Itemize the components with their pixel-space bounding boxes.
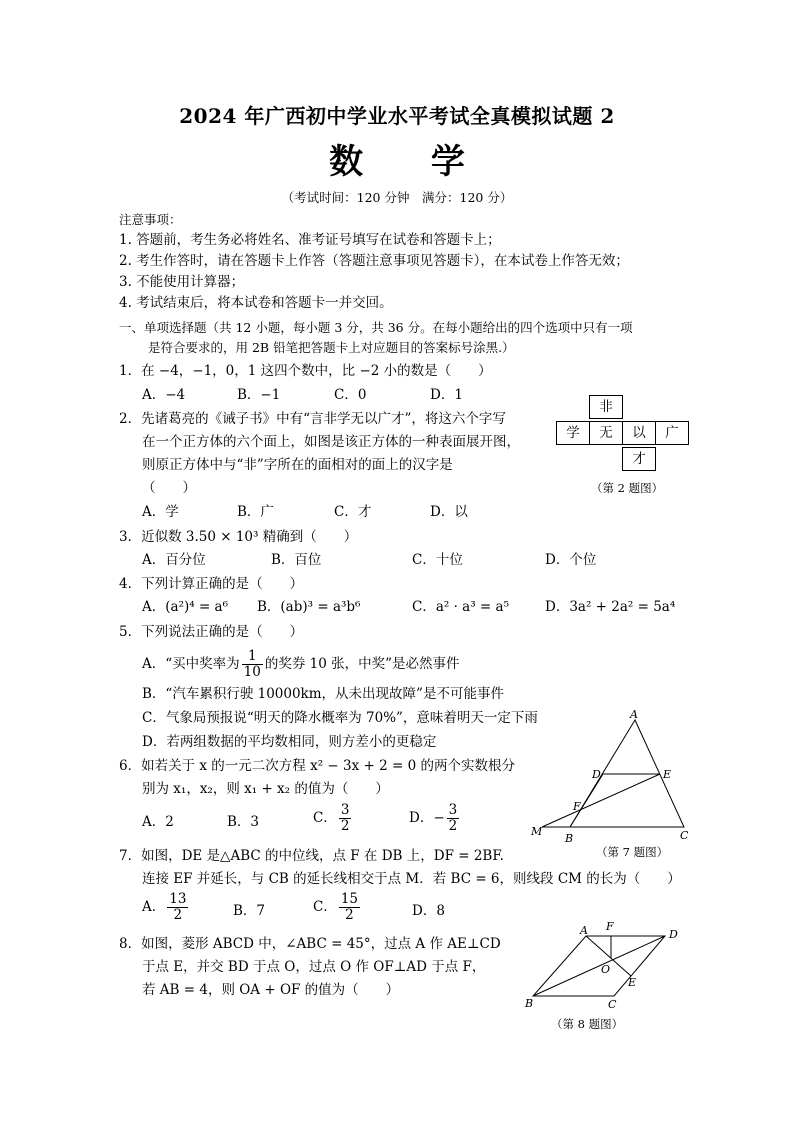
q4-option-b: B．(ab)³ = a³b⁶ xyxy=(257,599,361,615)
note-item: 1. 答题前，考生务必将姓名、准考证号填写在试卷和答题卡上； xyxy=(119,232,501,248)
notes-heading: 注意事项： xyxy=(119,212,182,227)
q4-option-c: C．a² · a³ = a⁵ xyxy=(412,599,509,615)
label-a: A xyxy=(580,924,588,937)
q2-stem: （ ） xyxy=(142,480,196,496)
fraction-denominator: 10 xyxy=(243,664,261,680)
triangle-figure xyxy=(525,710,695,845)
q6-option-d xyxy=(409,803,461,834)
note-item: 2. 考生作答时，请在答题卡上作答（答题注意事项见答题卡），在本试卷上作答无效； xyxy=(119,253,629,269)
label-a: A xyxy=(630,710,638,721)
fraction xyxy=(339,803,352,834)
label-d: D xyxy=(592,768,601,781)
q6-option-c-label: C． xyxy=(313,810,337,826)
q7-option-c-label: C． xyxy=(313,899,337,915)
label-e: E xyxy=(628,976,637,989)
figure-caption: （第 8 题图） xyxy=(551,1017,624,1031)
net-cell: 广 xyxy=(655,421,689,445)
segment-me xyxy=(542,774,660,827)
fraction xyxy=(167,892,188,923)
label-c: C xyxy=(680,829,689,842)
net-cell: 以 xyxy=(622,421,656,445)
figure-caption: （第 7 题图） xyxy=(596,845,669,859)
fraction xyxy=(242,649,263,680)
q5-option-a xyxy=(142,649,460,680)
q3-option-d: D．个位 xyxy=(545,552,597,568)
net-cell: 学 xyxy=(556,421,590,445)
q7-option-d: D．8 xyxy=(412,903,445,919)
q5-stem: 5．下列说法正确的是（ ） xyxy=(119,624,304,640)
fraction-numerator: 1 xyxy=(242,649,263,665)
exam-info: （考试时间：120 分钟 满分：120 分） xyxy=(281,190,513,205)
q5-option-a-text: A．“买中奖率为 xyxy=(142,656,240,672)
rhombus-figure xyxy=(520,918,690,1018)
q3-option-c: C．十位 xyxy=(412,552,463,568)
q3-option-a: A．百分位 xyxy=(142,552,206,568)
net-cell-top: 非 xyxy=(589,395,623,419)
q2-option-d: D．以 xyxy=(430,504,468,520)
label-e: E xyxy=(663,768,672,781)
q4-option-d: D．3a² + 2a² = 5a⁴ xyxy=(545,599,676,615)
label-f: F xyxy=(606,920,614,933)
q7-stem: 连接 EF 并延长，与 CB 的延长线相交于点 M．若 BC = 6，则线段 CM 的长为（ ） xyxy=(142,871,681,887)
q1-option-a: A．−4 xyxy=(142,387,186,403)
q3-option-b: B．百位 xyxy=(271,552,322,568)
note-item: 4. 考试结束后，将本试卷和答题卡一并交回。 xyxy=(119,295,393,311)
fraction-denominator: 2 xyxy=(448,818,458,834)
label-b: B xyxy=(525,997,534,1010)
net-cell: 无 xyxy=(589,421,623,445)
q6-option-d-label: D．− xyxy=(409,810,445,826)
label-o: O xyxy=(601,963,611,976)
fraction-denominator: 2 xyxy=(340,818,350,834)
fraction-denominator: 2 xyxy=(345,907,354,923)
q2-option-b: B．广 xyxy=(237,504,274,520)
fraction-numerator: 13 xyxy=(169,891,187,907)
q6-option-b: B．3 xyxy=(227,814,260,830)
label-m: M xyxy=(531,825,543,838)
q5-option-d: D．若两组数据的平均数相同，则方差小的更稳定 xyxy=(142,734,437,750)
q6-stem: 别为 x₁，x₂，则 x₁ + x₂ 的值为（ ） xyxy=(142,781,389,797)
label-f: F xyxy=(573,800,581,813)
q7-option-a xyxy=(142,892,190,923)
figure-caption: （第 2 题图） xyxy=(591,481,664,495)
q1-stem: 1．在 −4，−1，0，1 这四个数中，比 −2 小的数是（ ） xyxy=(119,363,492,379)
q2-stem: 则原正方体中与“非”字所在的面相对的面上的汉字是 xyxy=(142,457,453,473)
diagonal-bd xyxy=(533,936,665,996)
section-heading-cont: 是符合要求的，用 2B 铅笔把答题卡上对应题目的答案标号涂黑.） xyxy=(148,340,515,355)
q5-option-a-text: 的奖券 10 张，中奖”是必然事件 xyxy=(264,656,460,672)
q7-option-c xyxy=(313,892,362,923)
q7-option-a-label: A． xyxy=(142,899,166,915)
q6-option-a: A．2 xyxy=(142,814,174,830)
fraction-numerator: 15 xyxy=(340,891,359,907)
label-d: D xyxy=(669,928,678,941)
q8-stem: 8．如图，菱形 ABCD 中，∠ABC = 45°，过点 A 作 AE⊥CD xyxy=(119,936,501,952)
label-c: C xyxy=(608,998,617,1011)
q3-stem: 3．近似数 3.50 × 10³ 精确到（ ） xyxy=(119,529,358,545)
q5-option-b: B．“汽车累积行驶 10000km，从未出现故障”是不可能事件 xyxy=(142,686,504,702)
q4-stem: 4．下列计算正确的是（ ） xyxy=(119,576,304,592)
q7-stem: 7．如图，DE 是△ABC 的中位线，点 F 在 DB 上，DF = 2BF. xyxy=(119,848,504,864)
q8-stem: 若 AB = 4，则 OA + OF 的值为（ ） xyxy=(142,982,400,998)
fraction-numerator: 3 xyxy=(448,802,458,818)
net-cell-bottom: 才 xyxy=(622,447,656,471)
fraction xyxy=(447,803,460,834)
note-item: 3. 不能使用计算器； xyxy=(119,274,245,290)
fraction-numerator: 3 xyxy=(340,802,350,818)
q1-option-c: C．0 xyxy=(334,387,367,403)
section-heading: 一、单项选择题（共 12 小题，每小题 3 分，共 36 分。在每小题给出的四个选项中只有一项 xyxy=(119,320,633,335)
q6-stem: 6．如若关于 x 的一元二次方程 x² − 3x + 2 = 0 的两个实数根分 xyxy=(119,758,515,774)
q1-option-d: D．1 xyxy=(430,387,463,403)
fraction xyxy=(339,892,360,923)
q2-stem: 2．先诸葛亮的《诫子书》中有“言非学无以广才”，将这六个字写 xyxy=(119,411,506,427)
q2-option-c: C．才 xyxy=(334,504,372,520)
page-title: 2024 年广西初中学业水平考试全真模拟试题 2 xyxy=(179,104,615,128)
label-b: B xyxy=(565,832,574,845)
q4-option-a: A．(a²)⁴ = a⁶ xyxy=(142,599,229,615)
q6-option-c xyxy=(313,803,353,834)
q2-option-a: A．学 xyxy=(142,504,179,520)
q5-option-c: C．气象局预报说“明天的降水概率为 70%”，意味着明天一定下雨 xyxy=(142,710,538,726)
subject-title: 数 学 xyxy=(329,142,493,182)
q1-option-b: B．−1 xyxy=(237,387,281,403)
fraction-denominator: 2 xyxy=(173,907,183,923)
q8-stem: 于点 E，并交 BD 于点 O，过点 O 作 OF⊥AD 于点 F， xyxy=(142,959,486,975)
q7-option-b: B．7 xyxy=(233,903,266,919)
q2-stem: 在一个正方体的六个面上，如图是该正方体的一种表面展开图， xyxy=(142,434,520,450)
